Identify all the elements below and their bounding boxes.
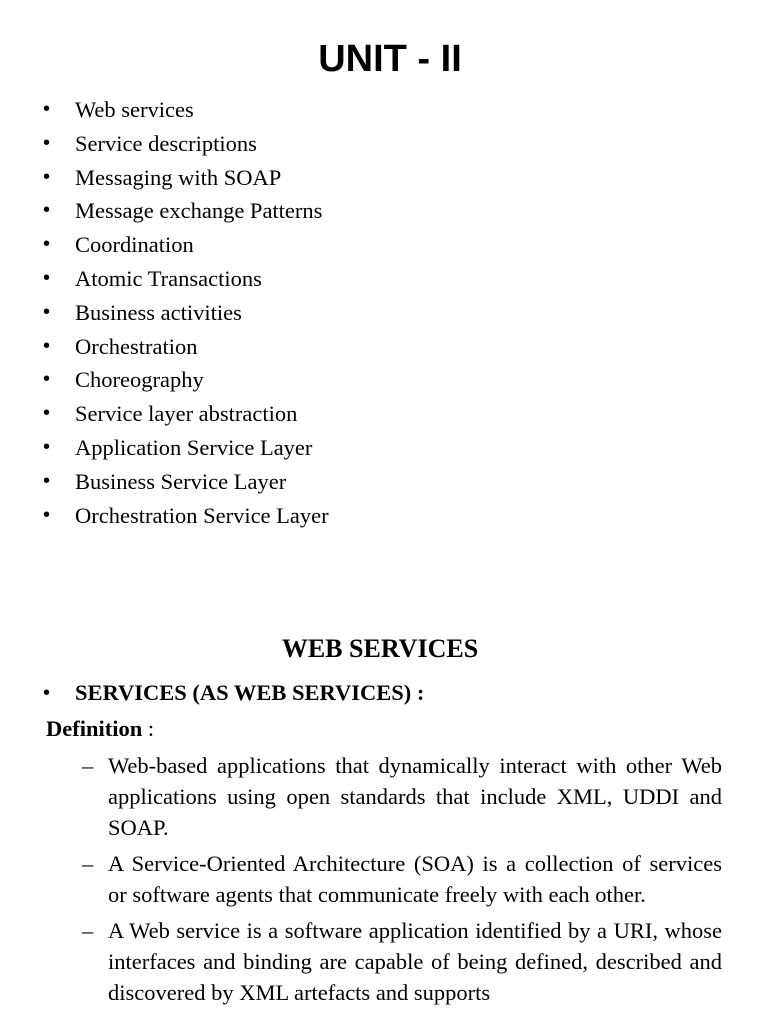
section-title: WEB SERVICES	[281, 634, 479, 663]
slide-title: UNIT - II	[318, 38, 462, 80]
list-item	[0, 161, 329, 195]
dash-icon: –	[82, 753, 94, 778]
bullet-icon: •	[43, 334, 51, 357]
bullet-icon: •	[43, 469, 51, 492]
bullet-icon: •	[43, 233, 51, 256]
bullet-icon: •	[43, 266, 51, 289]
definition-label	[46, 712, 154, 746]
services-heading	[43, 676, 424, 710]
bullet-icon: •	[43, 165, 51, 188]
topic-text: Service descriptions	[75, 130, 257, 156]
topic-text: Orchestration	[75, 333, 198, 359]
dash-icon: –	[82, 918, 94, 943]
list-item	[82, 750, 722, 843]
list-item	[82, 848, 722, 910]
list-item	[0, 194, 329, 228]
list-item	[82, 915, 722, 1008]
topic-text: Choreography	[75, 367, 204, 393]
bullet-icon: •	[43, 131, 51, 154]
dash-icon: –	[82, 851, 94, 876]
services-heading-text: SERVICES (AS WEB SERVICES) :	[75, 680, 425, 705]
list-item	[0, 127, 329, 161]
topic-text: Web services	[75, 97, 194, 122]
definition-text: Web-based applications that dynamically interact with other Web applications using open standards that include XML, UDDI and SOAP.	[108, 753, 722, 840]
topic-text: Orchestration Service Layer	[75, 502, 329, 528]
list-item	[0, 363, 329, 397]
topic-text: Coordination	[75, 232, 194, 258]
list-item	[0, 330, 329, 364]
topic-list	[0, 93, 329, 532]
definition-text: A Service-Oriented Architecture (SOA) is a collection of services or software agents that communicate freely with each other.	[108, 851, 722, 907]
bullet-icon: •	[43, 435, 51, 458]
list-item	[0, 262, 329, 296]
definition-text: A Web service is a software application identified by a URI, whose interfaces and binding are capable of being defined, described and discovered by XML artefacts and supports	[108, 918, 722, 1005]
bullet-icon: •	[43, 503, 51, 526]
bullet-icon: •	[43, 98, 51, 120]
bullet-icon: •	[43, 300, 51, 323]
list-item	[0, 431, 329, 465]
bullet-icon: •	[43, 402, 51, 425]
list-item	[0, 499, 329, 533]
definition-colon: :	[142, 716, 155, 741]
list-item	[0, 93, 329, 127]
definition-label-text: Definition	[46, 716, 143, 741]
topic-text: Atomic Transactions	[75, 265, 262, 291]
topic-text: Business Service Layer	[75, 468, 287, 494]
bullet-icon: •	[43, 368, 51, 391]
list-item	[0, 397, 329, 431]
list-item	[0, 296, 329, 330]
topic-text: Messaging with SOAP	[75, 164, 282, 190]
list-item	[0, 465, 329, 499]
topic-text: Message exchange Patterns	[75, 198, 323, 224]
topic-text: Business activities	[75, 299, 242, 325]
bullet-icon: •	[43, 682, 51, 704]
bullet-icon: •	[43, 199, 51, 222]
list-item	[0, 228, 329, 262]
definition-list	[82, 750, 722, 1013]
topic-text: Service layer abstraction	[75, 401, 298, 427]
topic-text: Application Service Layer	[75, 434, 313, 460]
